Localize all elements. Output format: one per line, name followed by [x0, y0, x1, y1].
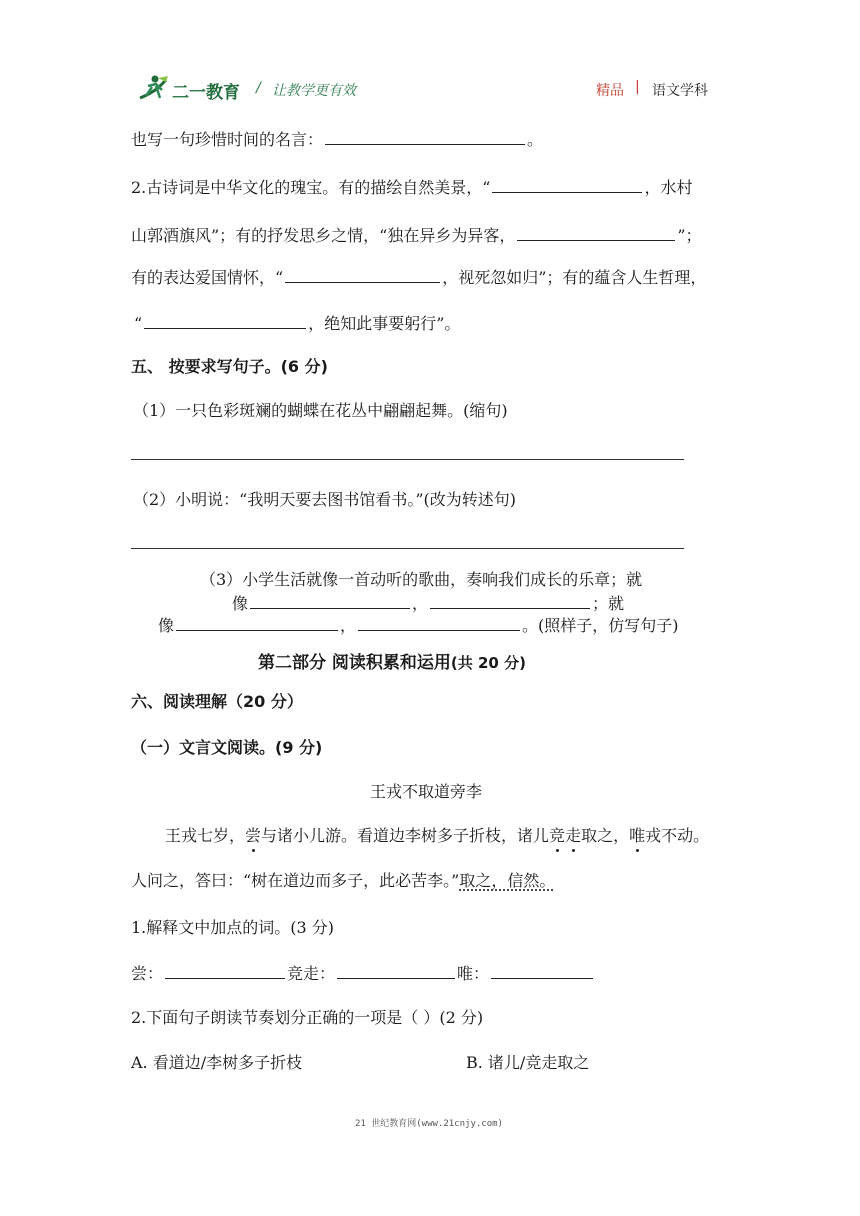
section5-item3-line3 [158, 614, 679, 636]
dotted-word-chang: 尝 [245, 826, 262, 845]
tag-premium: 精品 [596, 83, 624, 99]
p1-a: 王戎七岁， [165, 826, 246, 845]
q1-word-wei: 唯： [457, 964, 490, 983]
part2-title [258, 648, 526, 673]
q2-line4 [134, 312, 460, 334]
dotted-word-wei: 唯 [629, 826, 646, 845]
item3-blank-4[interactable] [358, 614, 520, 631]
item3-l3-comma: ， [340, 616, 357, 635]
q2-blank-1[interactable] [492, 176, 642, 193]
item3-l3-like: 像 [158, 616, 175, 635]
item3-blank-2[interactable] [430, 592, 590, 609]
header-slogan: 让教学更有效 [272, 83, 356, 99]
runner-logo-icon [136, 74, 170, 102]
q2-line3-text: 有的表达爱国情怀，“ [131, 268, 284, 287]
q2-line3-end: ，视死忽如归”；有的蕴含人生哲理， [442, 268, 707, 287]
q2-line3 [131, 266, 706, 288]
p1-b: 与诸小儿游。看道边李树多子折枝，诸儿 [261, 826, 550, 845]
footer-source: 21 世纪教育网(www.21cnjy.com) [355, 1119, 503, 1129]
part2-title-score: (共 20 分) [450, 654, 526, 672]
question1: 1.解释文中加点的词。(3 分) [131, 918, 335, 937]
item3-l2-end: ；就 [592, 594, 625, 613]
q2-line4-end: ，绝知此事要躬行”。 [308, 314, 461, 333]
underlined-phrase: 取之，信然。 [459, 871, 556, 890]
q1-word-chang: 尝： [131, 964, 164, 983]
question1-blanks [131, 962, 595, 984]
motto-end: 。 [527, 130, 544, 149]
option-b[interactable]: B. 诸儿/竞走取之 [466, 1053, 590, 1072]
p2-a: 人问之，答曰：“树在道边而多子，此必苦李。” [131, 871, 460, 890]
q1-blank-wei[interactable] [491, 962, 593, 979]
section6-title: 六、阅读理解（20 分） [131, 692, 303, 711]
slogan-separator: / [256, 80, 261, 96]
dotted-word-jingzou: 竞走 [549, 826, 582, 845]
q2-line1 [131, 176, 692, 198]
q1-word-jingzou: 竞走： [287, 964, 336, 983]
item3-l2-comma: ， [412, 594, 429, 613]
motto-question [131, 128, 543, 150]
item3-blank-1[interactable] [250, 592, 410, 609]
item3-l3-end: 。(照样子，仿写句子) [522, 616, 679, 635]
q2-line2-text: 山郭酒旗风”；有的抒发思乡之情，“独在异乡为异客， [131, 226, 516, 245]
q2-line4-quote: “ [134, 314, 143, 333]
section5-item3-line1: （3）小学生活就像一首动听的歌曲，奏响我们成长的乐章；就 [200, 570, 643, 589]
q2-line2 [131, 224, 702, 246]
section5-title: 五、 按要求写句子。(6 分) [131, 357, 328, 376]
q2-line1-end: ，水村 [644, 178, 693, 197]
section5-item2: （2）小明说：“我明天要去图书馆看书。”(改为转述句) [133, 490, 517, 509]
q2-blank-2[interactable] [517, 224, 675, 241]
logo-text: 二一教育 [172, 83, 240, 103]
part2-title-main: 第二部分 阅读积累和运用 [258, 653, 451, 673]
tag-subject: 语文学科 [652, 83, 708, 99]
item1-answer-line[interactable] [131, 459, 684, 460]
question2: 2.下面句子朗读节奏划分正确的一项是（ ）(2 分) [131, 1008, 484, 1027]
item2-answer-line[interactable] [131, 548, 684, 549]
section6-sub1: （一）文言文阅读。(9 分) [131, 738, 323, 757]
q2-line1-text: 2.古诗词是中华文化的瑰宝。有的描绘自然美景，“ [131, 178, 491, 197]
q1-blank-jingzou[interactable] [337, 962, 455, 979]
p1-d: 戎不动。 [645, 826, 710, 845]
p1-c: 取之， [581, 826, 630, 845]
passage-title: 王戎不取道旁李 [370, 782, 483, 801]
item3-l2-like: 像 [232, 594, 249, 613]
item3-blank-3[interactable] [176, 614, 338, 631]
q2-line2-end: ”； [677, 226, 702, 245]
section5-item1: （1）一只色彩斑斓的蝴蝶在花丛中翩翩起舞。(缩句) [133, 401, 508, 420]
q2-blank-3[interactable] [285, 266, 440, 283]
passage-para2 [131, 871, 555, 891]
option-a[interactable]: A. 看道边/李树多子折枝 [131, 1053, 303, 1072]
motto-answer-blank[interactable] [325, 128, 525, 145]
motto-prompt: 也写一句珍惜时间的名言： [131, 130, 324, 149]
q2-blank-4[interactable] [144, 312, 306, 329]
tag-separator: | [635, 79, 640, 95]
section5-item3-line2 [232, 592, 624, 614]
passage-para1 [165, 826, 709, 846]
q1-blank-chang[interactable] [165, 962, 285, 979]
